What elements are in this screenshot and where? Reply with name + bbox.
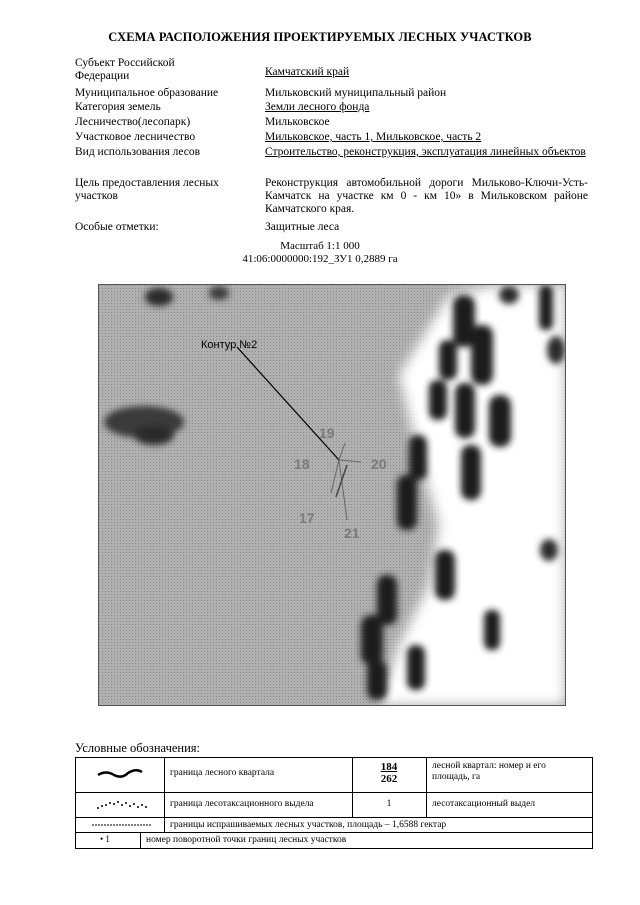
purpose-label: Цель предоставления лесных участков	[75, 177, 219, 202]
requested-plot-boundary-symbol	[90, 821, 154, 829]
turn-point-label: 18	[294, 456, 310, 472]
point-dot-icon: •	[100, 834, 104, 844]
legend-divider	[164, 758, 165, 832]
legend-row1-text: граница лесного квартала	[170, 768, 275, 778]
turn-point-symbol	[100, 834, 130, 845]
taxation-boundary-symbol	[94, 798, 150, 812]
quarter-number-fraction	[352, 761, 426, 785]
notes-value: Защитные леса	[265, 221, 340, 233]
legend-row2-text: граница лесотаксационного выдела	[170, 799, 314, 809]
page-title: СХЕМА РАСПОЛОЖЕНИЯ ПРОЕКТИРУЕМЫХ ЛЕСНЫХ УЧАСТКОВ	[108, 30, 532, 44]
subject-value: Камчатский край	[265, 66, 350, 78]
land-category-label: Категория земель	[75, 101, 161, 113]
legend-row1-desc: лесной квартал: номер и его площадь, га	[432, 761, 546, 782]
point-number: 1	[105, 834, 110, 844]
legend-row3-text: границы испрашиваемых лесных участков, площадь – 1,6588 гектар	[170, 820, 447, 830]
map-image	[98, 284, 566, 706]
land-category-value: Земли лесного фонда	[265, 101, 370, 113]
municipality-value: Мильковский муниципальный район	[265, 87, 447, 99]
legend-row2-desc: лесотаксационный выдел	[432, 799, 536, 809]
legend-table	[75, 757, 593, 849]
legend-divider	[426, 758, 427, 817]
purpose-value: Реконструкция автомобильной дороги Мильково-Ключи-Усть-Камчатск на участке км 0 - км 10» в Мильковском районе Камчатского края.	[265, 177, 588, 215]
turn-point-label: 21	[344, 525, 360, 541]
legend-row4-text: номер поворотной точки границ лесных участков	[146, 835, 347, 845]
quarter-number: 184	[380, 761, 398, 773]
legend-divider	[76, 792, 592, 793]
legend-divider	[76, 832, 592, 833]
forestry-value: Мильковское	[265, 116, 330, 128]
usage-label: Вид использования лесов	[75, 146, 201, 158]
turn-point-label: 17	[299, 510, 315, 526]
legend-title: Условные обозначения:	[75, 741, 201, 755]
legend-divider	[76, 817, 592, 818]
quarter-area: 262	[380, 773, 398, 785]
turn-point-label: 19	[319, 425, 335, 441]
notes-label: Особые отметки:	[75, 221, 159, 233]
legend-divider	[140, 832, 141, 848]
district-forestry-value: Мильковское, часть 1, Мильковское, часть 2	[265, 131, 482, 143]
usage-value: Строительство, реконструкция, эксплуатация линейных объектов	[265, 146, 586, 158]
subject-label: Субъект Российской Федерации	[75, 57, 175, 82]
contour-label: Контур №2	[201, 339, 258, 351]
turn-point-label: 20	[371, 456, 387, 472]
municipality-label: Муниципальное образование	[75, 87, 219, 99]
quarter-boundary-symbol	[96, 767, 146, 781]
forestry-label: Лесничество(лесопарк)	[75, 116, 191, 128]
parcel-id: 41:06:0000000:192_ЗУ1 0,2889 га	[242, 253, 398, 265]
map-scale: Масштаб 1:1 000	[280, 240, 360, 252]
map-svg	[99, 285, 565, 705]
district-forestry-label: Участковое лесничество	[75, 131, 196, 143]
legend-row2-num: 1	[386, 799, 392, 809]
